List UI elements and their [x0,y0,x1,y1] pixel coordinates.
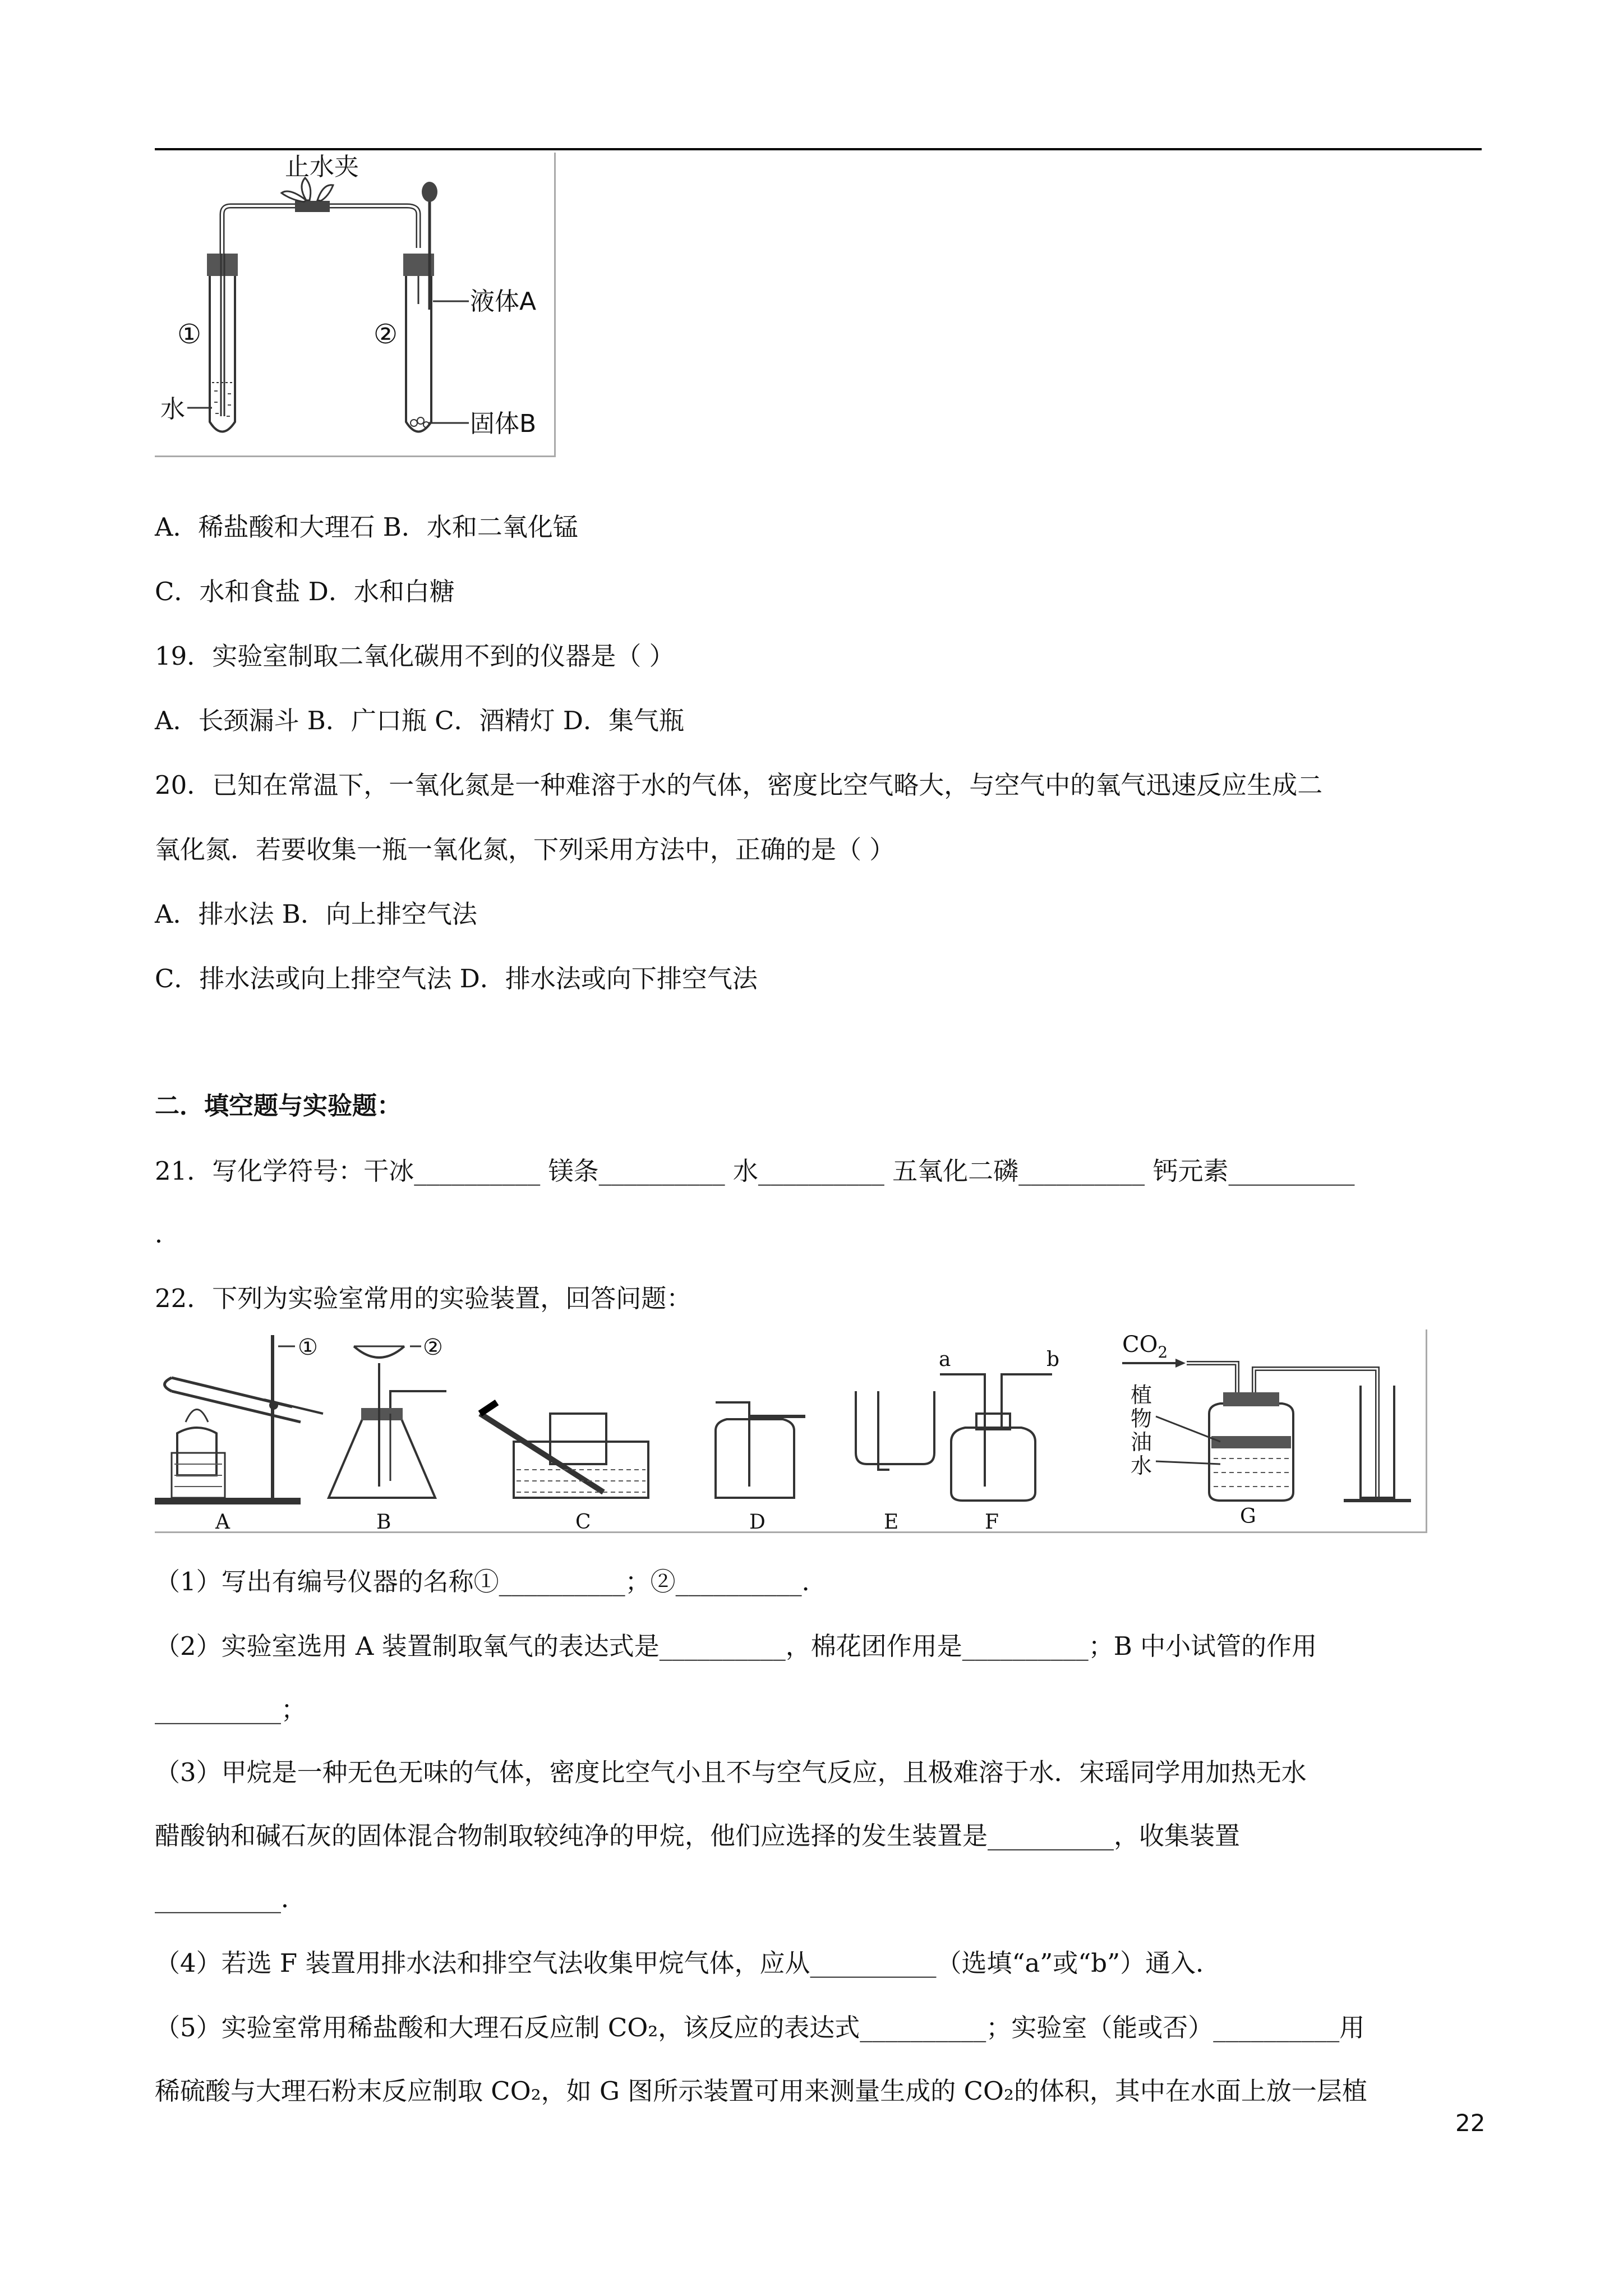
app-circle2-label: ② [423,1335,443,1360]
tube1-label: ① [177,319,202,350]
q22-sub1: （1）写出有编号仪器的名称①__________；②__________． [155,1567,827,1596]
q22-sub3-line2: 醋酸钠和碱石灰的固体混合物制取较纯净的甲烷，他们应选择的发生装置是__________，收集装置 [155,1821,1241,1851]
q22-sub2-line2: __________； [155,1695,307,1724]
water-label: 水 [160,395,185,424]
q22-sub5-line1: （5）实验室常用稀盐酸和大理石反应制 CO₂，该反应的表达式__________；实验室（能或否）__________用 [155,2013,1365,2042]
app-B-label: B [376,1511,391,1531]
q22-stem: 22．下列为实验室常用的实验装置，回答问题： [155,1283,692,1313]
co2-subscript: 2 [1158,1343,1168,1361]
q22-sub3-line1: （3）甲烷是一种无色无味的气体，密度比空气小且不与空气反应，且极难溶于水．宋瑶同学用加热无水 [155,1757,1307,1787]
q22-sub5-line2: 稀硫酸与大理石粉末反应制取 CO₂，如 G 图所示装置可用来测量生成的 CO₂的体积，其中在水面上放一层植 [155,2076,1367,2106]
app-E-label: E [884,1511,899,1531]
app-oil-char2: 物 [1131,1406,1152,1431]
app-F-label: F [985,1511,999,1531]
app-G-label: G [1240,1505,1256,1528]
app-A-label: A [215,1511,230,1531]
figure-apparatus [155,1329,1427,1533]
app-circle1-label: ① [298,1335,318,1360]
app-a-label: a [939,1348,951,1371]
clamp-label: 止水夹 [285,153,359,181]
liquid-a-label: 液体A [470,287,537,316]
app-oil-char1: 植 [1131,1383,1152,1407]
q18-options-line1: A．稀盐酸和大理石 B．水和二氧化锰 [155,512,578,542]
app-co2-label [1122,1332,1168,1361]
figure-test-tubes [155,153,556,457]
app-D-label: D [749,1511,766,1531]
solid-b-label: 固体B [470,409,537,438]
q18-options-line2: C．水和食盐 D．水和白糖 [155,577,455,606]
q20-stem-line1: 20．已知在常温下，一氧化氮是一种难溶于水的气体，密度比空气略大，与空气中的氧气迅速反应生成二 [155,770,1323,800]
q21-line2: ． [155,1219,181,1249]
q19-options: A．长颈漏斗 B．广口瓶 C．酒精灯 D．集气瓶 [155,706,684,735]
q20-options-line2: C．排水法或向上排空气法 D．排水法或向下排空气法 [155,964,758,993]
q22-sub3-line3: __________． [155,1884,307,1913]
app-b-label: b [1046,1348,1060,1371]
q22-sub4: （4）若选 F 装置用排水法和排空气法收集甲烷气体，应从__________（选填“a”或“b”）通入． [155,1948,1221,1978]
page-number: 22 [1455,2109,1486,2137]
q20-stem-line2: 氧化氮．若要收集一瓶一氧化氮，下列采用方法中，正确的是（ ） [155,835,895,864]
q21-line1: 21．写化学符号：干冰__________ 镁条__________ 水__________ 五氧化二磷__________ 钙元素__________ [155,1156,1355,1186]
q19-stem: 19．实验室制取二氧化碳用不到的仪器是（ ） [155,641,675,671]
header-rule [155,148,1482,150]
app-oil-char4: 水 [1131,1453,1152,1478]
co2-text: CO [1122,1332,1158,1358]
section-heading: 二．填空题与实验题： [155,1092,402,1120]
tube2-label: ② [374,319,398,350]
app-oil-char3: 油 [1131,1430,1152,1455]
app-C-label: C [575,1511,591,1531]
q22-sub2-line1: （2）实验室选用 A 装置制取氧气的表达式是__________，棉花团作用是__________；B 中小试管的作用 [155,1631,1317,1661]
q20-options-line1: A．排水法 B．向上排空气法 [155,899,477,929]
